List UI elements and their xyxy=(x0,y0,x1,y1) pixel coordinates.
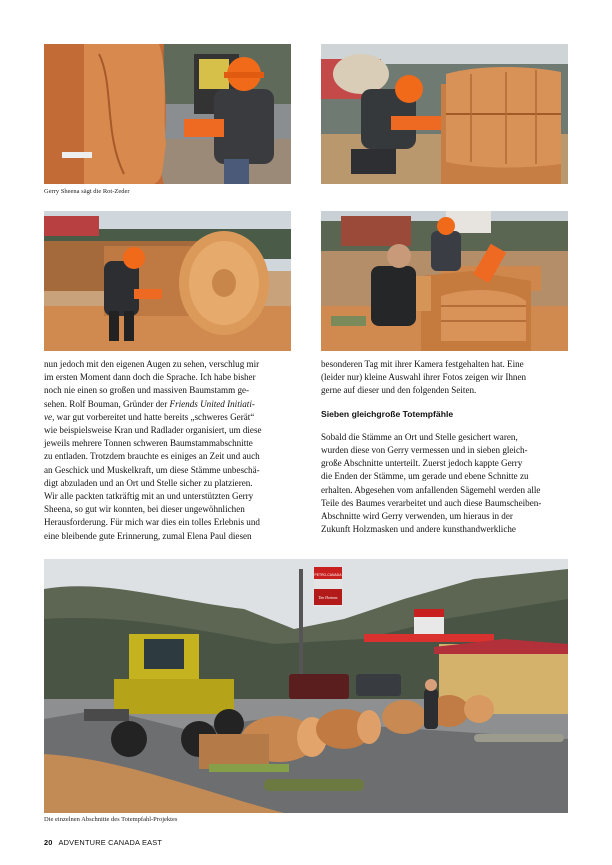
text-line: wie beispielsweise Kran und Radlader organisiert, um diese xyxy=(44,425,262,436)
photo-cutting-log-end xyxy=(321,44,568,184)
text-line: sehen. Rolf Bouman, Gründer der Friends United Initiati- xyxy=(44,398,255,409)
text-line: Abschnitte wird Gerry verwenden, um hieraus in der xyxy=(321,511,513,522)
text-line: eine bleibende gute Erinnerung, zumal Elena Paul diesen xyxy=(44,530,252,541)
tim-hortons-sign: Tim Hortons xyxy=(318,596,338,600)
text-line: (leider nur) kleine Auswahl ihrer Fotos zeigen wir Ihnen xyxy=(321,372,527,383)
page-number: 20 xyxy=(44,838,53,847)
text-line: die Enden der Stämme, um gerade und ebene Schnitte zu xyxy=(321,471,529,482)
section-heading: Sieben gleichgroße Totempfähle xyxy=(321,408,454,419)
text-line: zu entladen. Trotzdem brauchte es einiges an Zeit und auch xyxy=(44,451,260,462)
text-line: Sobald die Stämme an Ort und Stelle gesichert waren, xyxy=(321,431,518,442)
friends-united-initiative-name: Friends United Initiati- xyxy=(169,398,255,409)
petro-canada-sign: PETRO-CANADA xyxy=(314,573,342,577)
text-line: erhalten. Abgesehen vom anfallenden Sägemehl werden alle xyxy=(321,484,541,495)
text-line: nun jedoch mit den eigenen Augen zu sehen, verschlug mir xyxy=(44,359,260,369)
magazine-name: ADVENTURE CANADA EAST xyxy=(58,838,163,847)
text-line: im ersten Moment dann doch die Sprache. Ich habe bisher xyxy=(44,372,256,383)
top-photo-caption: Gerry Sheena sägt die Rot-Zeder xyxy=(44,188,130,195)
article-left-column xyxy=(44,358,291,543)
text-line: an Geschick und Muskelkraft, um diese Stämme unbeschä- xyxy=(44,464,260,475)
text-line: ve, war gut vorbereitet und hatte bereits „schweres Gerät“ xyxy=(44,411,255,422)
photo-sawing-cedar xyxy=(44,44,291,184)
page-footer xyxy=(44,838,162,847)
text-line: große Abschnitte unterteilt. Zuerst jedoch kappte Gerry xyxy=(321,458,523,469)
photo-totem-sections-site xyxy=(44,559,568,813)
text-line: jeweils mehrere Tonnen schweren Baumstammabschnitte xyxy=(44,438,253,449)
article-right-column xyxy=(321,358,568,536)
text-line: wurden diese von Gerry vermessen und in sieben gleich- xyxy=(321,445,528,456)
text-line: noch nie einen so großen und massiven Baumstamm ge- xyxy=(44,385,250,396)
text-line: besonderen Tag mit ihrer Kamera festgehalten hat. Eine xyxy=(321,359,524,369)
text-line: Teile des Baumes verarbeitet und auch diese Baumscheiben- xyxy=(321,497,542,508)
photo-sectioned-stumps xyxy=(321,211,568,351)
bottom-photo-caption: Die einzelnen Abschnitte des Totempfahl-Projektes xyxy=(44,816,178,823)
text-line: digt abzuladen und an Ort und Stelle sicher zu platzieren. xyxy=(44,477,253,488)
text-line: Herausforderung. Für mich war dies ein tolles Erlebnis und xyxy=(44,517,260,528)
text-line: Sheena, so gut wir konnten, bei dieser ungewöhnlichen xyxy=(44,504,245,515)
photo-big-log-cut xyxy=(44,211,291,351)
text-line: Zukunft Holzmasken und andere kunsthandwerkliche xyxy=(321,524,516,535)
text-line: Wir alle packten tatkräftig mit an und unterstützten Gerry xyxy=(44,491,254,502)
text-line: gerne auf dieser und den folgenden Seiten. xyxy=(321,385,477,396)
